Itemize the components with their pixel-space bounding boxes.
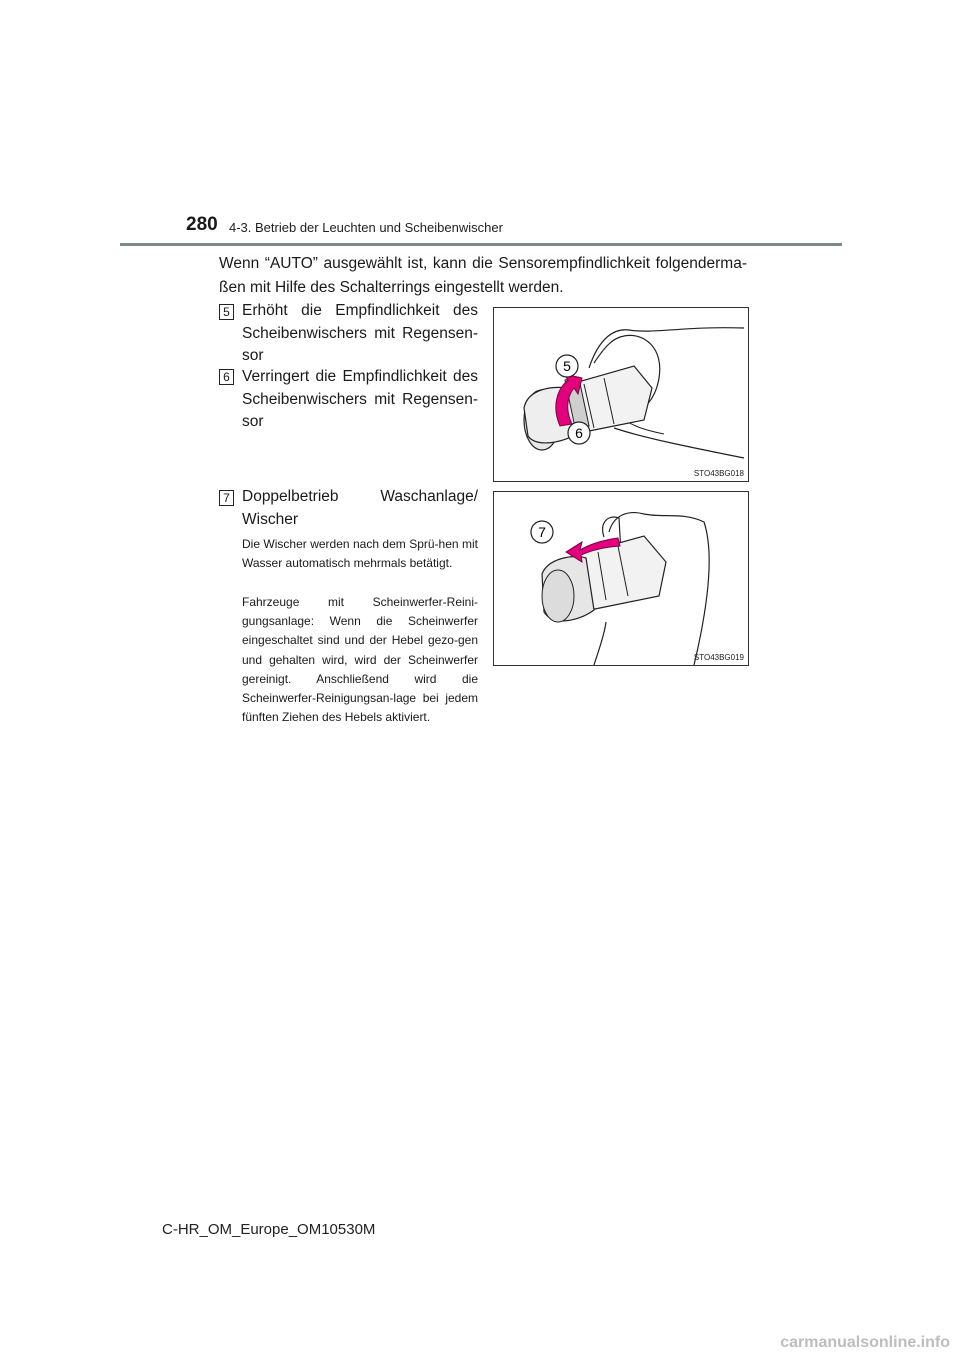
footer-document-id: C-HR_OM_Europe_OM10530M: [162, 1221, 376, 1238]
watermark: carmanualsonline.info: [780, 1334, 950, 1351]
item-text-6: Verringert die Empfindlichkeit des Scheibenwischers mit Regensen-sor: [242, 368, 478, 430]
item-text-5: Erhöht die Empfindlichkeit des Scheibenwischers mit Regensen-sor: [242, 302, 478, 364]
item-marker-6: 6: [219, 369, 234, 385]
note-paragraph: Fahrzeuge mit Scheinwerfer-Reini-gungsanlage: Wenn die Scheinwerfer eingeschaltet sind und der Hebel gezo-gen und gehalten wird, wird der Scheinwerfer gereinigt. Anschließend wird die Scheinwerfer-Reinigungsan-lage bei jedem fünften Ziehen des Hebels aktiviert.: [242, 595, 478, 725]
item-marker-5: 5: [219, 304, 234, 320]
callout-6-label: 6: [575, 425, 583, 441]
hand-outline: [614, 428, 744, 458]
hand-outline: [594, 622, 606, 665]
note-paragraph: Die Wischer werden nach dem Sprü-hen mit Wasser automatisch mehrmals betätigt.: [242, 537, 478, 571]
intro-paragraph: Wenn “AUTO” ausgewählt ist, kann die Sensorempfindlichkeit folgenderma-ßen mit Hilfe des Schalterrings eingestellt werden.: [219, 255, 747, 296]
page-number: 280: [186, 214, 218, 235]
figure-sensitivity-ring: [493, 307, 749, 482]
callout-5-label: 5: [563, 358, 571, 374]
lever-illustration: [494, 492, 748, 665]
lever-illustration: [494, 308, 748, 481]
figure-washer-wiper: [493, 491, 749, 666]
item-text-7: Doppelbetrieb Waschanlage/ Wischer: [242, 488, 478, 528]
lever-knob: [542, 570, 574, 622]
section-title: 4-3. Betrieb der Leuchten und Scheibenwischer: [229, 220, 503, 235]
item-marker-7: 7: [219, 490, 234, 506]
header-rule: [120, 243, 842, 246]
figure-code: STO43BG019: [693, 653, 744, 662]
figure-code: STO43BG018: [693, 469, 744, 478]
callout-7-label: 7: [538, 524, 546, 540]
